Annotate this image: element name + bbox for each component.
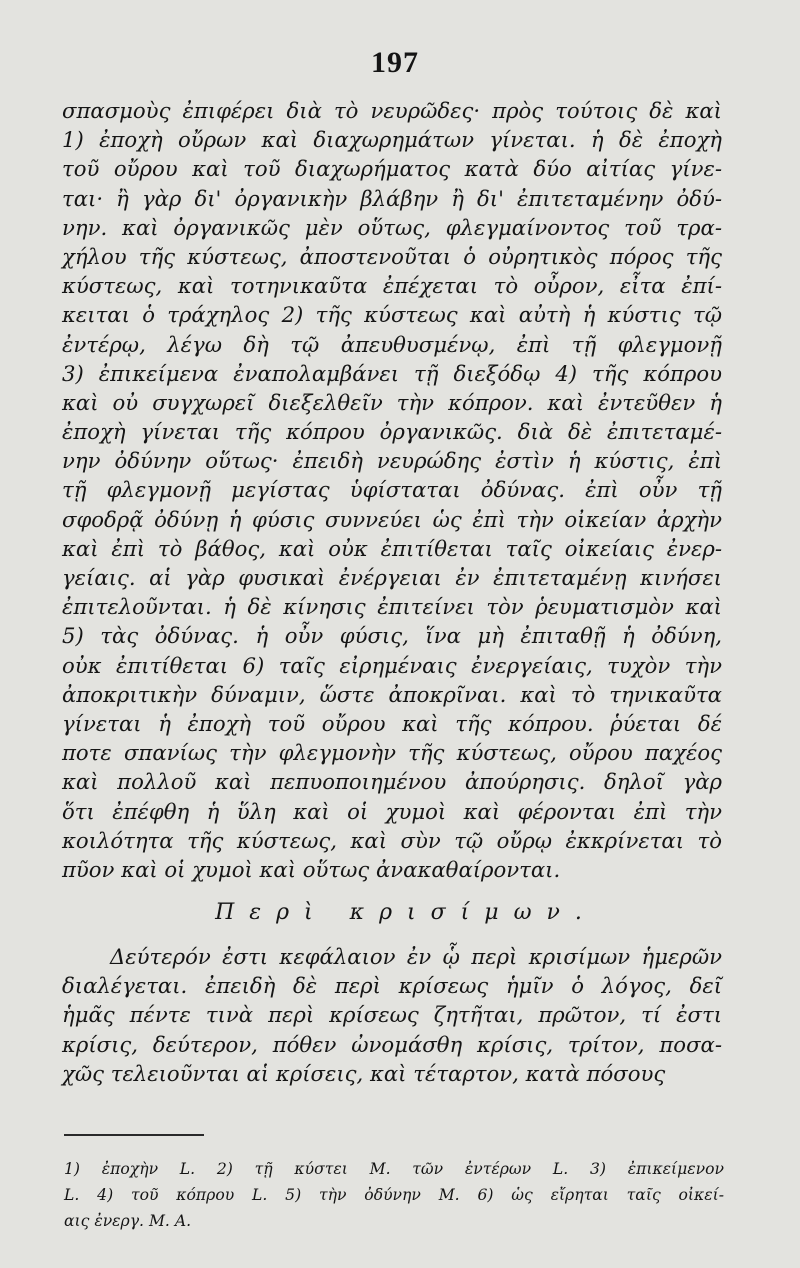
text-line: χῶς τελειοῦνται αἱ κρίσεις, καὶ τέταρτον, κατὰ πόσους [62, 1060, 666, 1086]
text-line: γείαις. αἱ γὰρ φυσικαὶ ἐνέργειαι ἐν ἐπιτεταμένῃ κινήσει [62, 565, 722, 590]
paragraph-section [62, 942, 722, 1088]
text-line: 5) τὰς ὀδύνας. ἡ οὖν φύσις, ἵνα μὴ ἐπιταθῇ ἡ ὀδύνη, [62, 623, 722, 649]
paragraph-continuation [62, 96, 722, 884]
text-line: σπασμοὺς ἐπιφέρει διὰ τὸ νευρῶδες· πρὸς τούτοις δὲ καὶ [62, 98, 722, 123]
text-line: ἐποχὴ γίνεται τῆς κόπρου ὀργανικῶς. διὰ δὲ ἐπιτεταμέ- [62, 419, 722, 445]
text-line: νην ὀδύνην οὕτως· ἐπειδὴ νευρώδης ἐστὶν ἡ κύστις, ἐπὶ [62, 448, 722, 474]
text-line: νην. καὶ ὀργανικῶς μὲν οὕτως, φλεγμαίνοντος τοῦ τρα- [62, 214, 722, 240]
text-line: διαλέγεται. ἐπειδὴ δὲ περὶ κρίσεως ἡμῖν ὁ λόγος, δεῖ [62, 973, 722, 999]
main-text [62, 96, 722, 1088]
text-line: καὶ οὐ συγχωρεῖ διεξελθεῖν τὴν κόπρον. καὶ ἐντεῦθεν ἡ [62, 389, 722, 415]
page-number: 197 [371, 46, 419, 79]
text-line: L. 4) τοῦ κόπρου L. 5) τὴν ὀδύνην M. 6) ὡς εἴρηται ταῖς οἰκεί- [64, 1186, 724, 1204]
text-line: 1) ἐποχὴ οὔρων καὶ διαχωρημάτων γίνεται. ἡ δὲ ἐποχὴ [62, 127, 722, 153]
text-line: κοιλότητα τῆς κύστεως, καὶ σὺν τῷ οὔρῳ ἐκκρίνεται τὸ [62, 827, 722, 853]
text-line: οὐκ ἐπιτίθεται 6) ταῖς εἰρημέναις ἐνεργείαις, τυχὸν τὴν [62, 652, 722, 678]
text-line: κρίσις, δεύτερον, πόθεν ὠνομάσθη κρίσις, τρίτον, ποσα- [62, 1031, 722, 1057]
text-line: καὶ πολλοῦ καὶ πεπυοποιημένου ἀπούρησις. δηλοῖ γὰρ [62, 769, 722, 795]
text-line: ὅτι ἐπέφθη ἡ ὕλη καὶ οἱ χυμοὶ καὶ φέρονται ἐπὶ τὴν [62, 798, 722, 824]
text-line: ἡμᾶς πέντε τινὰ περὶ κρίσεως ζητῆται, πρῶτον, τί ἐστι [62, 1002, 722, 1028]
text-line: ἐπιτελοῦνται. ἡ δὲ κίνησις ἐπιτείνει τὸν ῥευματισμὸν καὶ [62, 594, 722, 620]
text-line: αις ἐνεργ. M. A. [64, 1212, 192, 1230]
text-line: κύστεως, καὶ τοτηνικαῦτα ἐπέχεται τὸ οὖρον, εἶτα ἐπί- [62, 273, 722, 299]
text-line: τῇ φλεγμονῇ μεγίστας ὑφίσταται ὀδύνας. ἐπὶ οὖν τῇ [62, 477, 722, 503]
section-heading: Περὶ κρισίμων. [215, 900, 597, 926]
text-line: Δεύτερόν ἐστι κεφάλαιον ἐν ᾧ περὶ κρισίμων ἡμερῶν [110, 944, 722, 970]
footnote-divider [64, 1134, 204, 1136]
text-line: ἀποκριτικὴν δύναμιν, ὥστε ἀποκρῖναι. καὶ τὸ τηνικαῦτα [62, 681, 722, 707]
text-line: 3) ἐπικείμενα ἐναπολαμβάνει τῇ διεξόδῳ 4) τῆς κόπρου [62, 360, 722, 386]
footnotes [64, 1156, 724, 1234]
text-line: σφοδρᾷ ὀδύνῃ ἡ φύσις συννεύει ὡς ἐπὶ τὴν οἰκείαν ἀρχὴν [62, 506, 722, 532]
text-line: ται· ἢ γὰρ δι' ὀργανικὴν βλάβην ἢ δι' ἐπιτεταμένην ὀδύ- [62, 185, 722, 211]
text-line: καὶ ἐπὶ τὸ βάθος, καὶ οὐκ ἐπιτίθεται ταῖς οἰκείαις ἐνερ- [62, 535, 722, 561]
text-line: τοῦ οὔρου καὶ τοῦ διαχωρήματος κατὰ δύο αἰτίας γίνε- [62, 156, 722, 182]
text-line: κειται ὁ τράχηλος 2) τῆς κύστεως καὶ αὐτὴ ἡ κύστις τῷ [62, 302, 722, 328]
text-line: ποτε σπανίως τὴν φλεγμονὴν τῆς κύστεως, οὔρου παχέος [62, 740, 722, 766]
text-line: 1) ἐποχὴν L. 2) τῇ κύστει M. τῶν ἐντέρων L. 3) ἐπικείμενον [64, 1160, 724, 1178]
text-line: πῦον καὶ οἱ χυμοὶ καὶ οὕτως ἀνακαθαίρονται. [62, 856, 561, 882]
text-line: χήλου τῆς κύστεως, ἀποστενοῦται ὁ οὐρητικὸς πόρος τῆς [62, 243, 722, 269]
text-line: γίνεται ἡ ἐποχὴ τοῦ οὔρου καὶ τῆς κόπρου. ῥύεται δέ [62, 710, 722, 736]
text-line: ἐντέρῳ, λέγω δὴ τῷ ἀπευθυσμένῳ, ἐπὶ τῇ φλεγμονῇ [62, 331, 722, 357]
